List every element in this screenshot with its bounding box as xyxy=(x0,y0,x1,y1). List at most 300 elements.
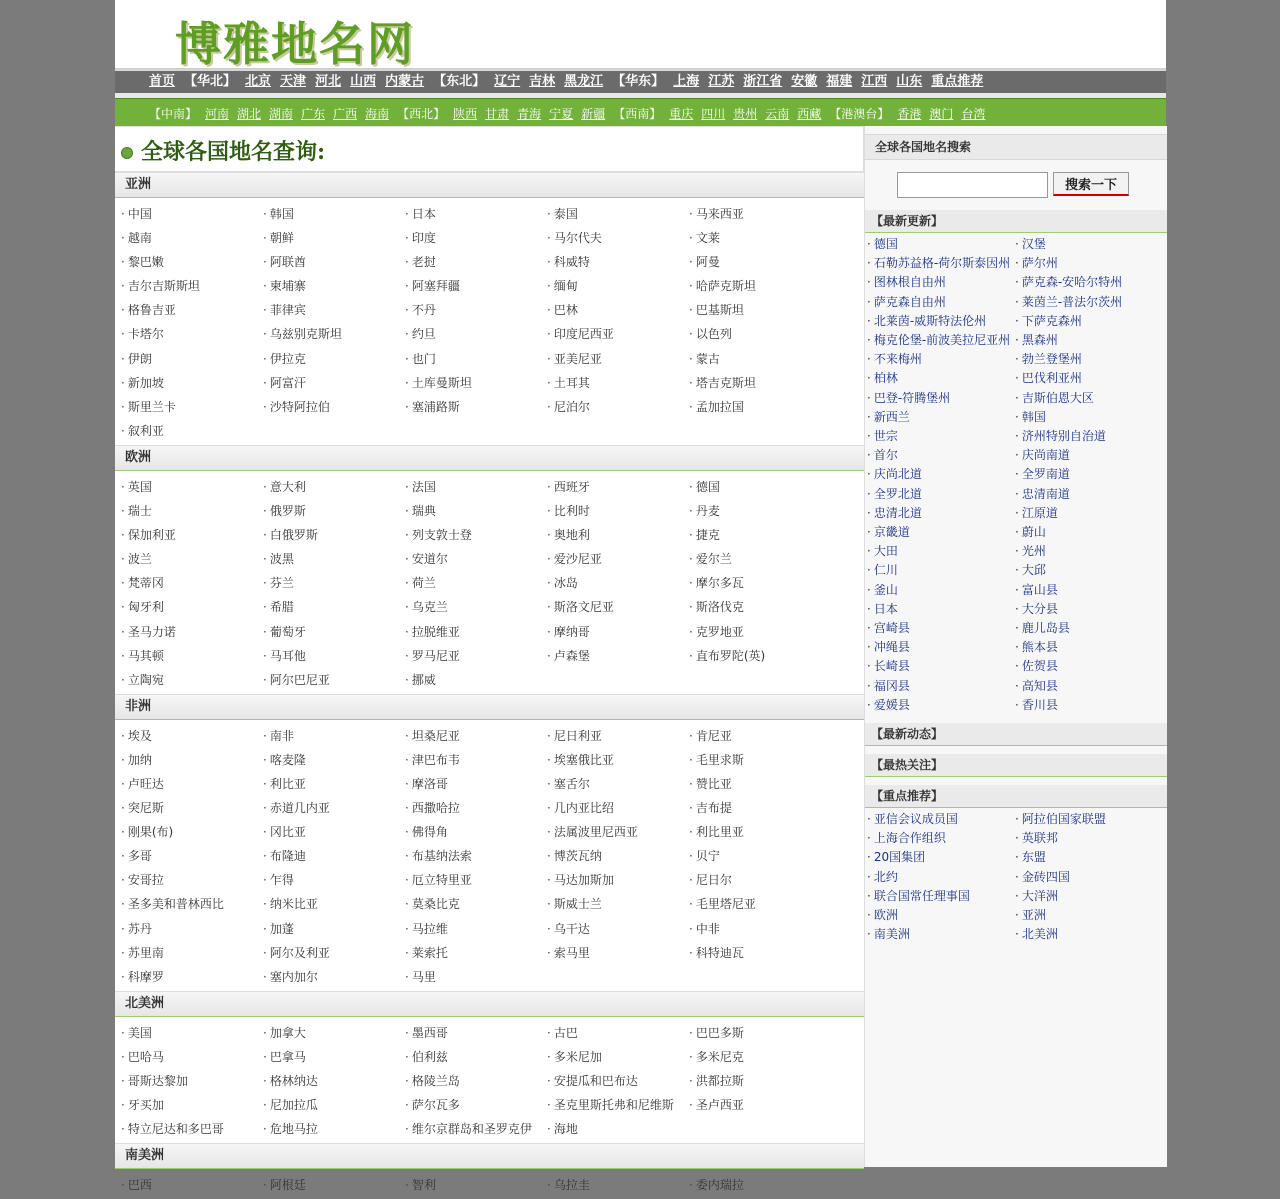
sidebar-link[interactable]: · 富山县 xyxy=(1015,582,1058,597)
main-content xyxy=(115,126,864,1199)
search-box xyxy=(865,160,1167,210)
sidebar-link[interactable]: · 柏林 xyxy=(867,371,898,386)
sidebar-link[interactable]: · 黑森州 xyxy=(1015,333,1058,348)
sidebar-link[interactable]: · 大田 xyxy=(867,544,898,559)
country-link[interactable]: · 多米尼加 xyxy=(547,1045,689,1069)
nav-link[interactable]: 内蒙古 xyxy=(385,74,425,89)
country-link[interactable]: · 巴林 xyxy=(547,298,689,322)
country-link[interactable]: · 巴基斯坦 xyxy=(689,298,831,322)
sidebar-link[interactable]: · 光州 xyxy=(1015,544,1046,559)
sidebar-link[interactable]: · 京畿道 xyxy=(867,525,910,540)
country-link[interactable]: · 特立尼达和多巴哥 xyxy=(121,1117,263,1141)
sidebar-link[interactable]: · 釜山 xyxy=(867,582,898,597)
country-link[interactable]: · 约旦 xyxy=(405,322,547,346)
country-link[interactable]: · 阿塞拜疆 xyxy=(405,274,547,298)
search-input[interactable] xyxy=(897,172,1048,198)
country-link[interactable]: · 德国 xyxy=(689,475,831,499)
country-link[interactable]: · 智利 xyxy=(405,1173,547,1197)
country-link[interactable]: · 俄罗斯 xyxy=(263,499,405,523)
sidebar-link[interactable]: · 不来梅州 xyxy=(867,352,922,367)
country-link[interactable]: · 科威特 xyxy=(547,250,689,274)
country-link[interactable]: · 葡萄牙 xyxy=(263,620,405,644)
sidebar-link[interactable]: · 鹿儿岛县 xyxy=(1015,621,1070,636)
country-grid xyxy=(115,1169,864,1199)
country-link[interactable]: · 摩尔多瓦 xyxy=(689,571,831,595)
sidebar-link[interactable]: · 首尔 xyxy=(867,448,898,463)
country-link[interactable]: · 布隆迪 xyxy=(263,844,405,868)
continent-heading: 亚洲 xyxy=(115,172,864,198)
country-link[interactable]: · 印度 xyxy=(405,226,547,250)
sidebar-link[interactable]: · 宫崎县 xyxy=(867,621,910,636)
country-link[interactable]: · 伊朗 xyxy=(121,347,263,371)
country-link[interactable]: · 古巴 xyxy=(547,1021,689,1045)
site-logo[interactable]: 博雅地名网 xyxy=(175,17,415,71)
country-link[interactable]: · 塞舌尔 xyxy=(547,772,689,796)
country-link[interactable]: · 贝宁 xyxy=(689,844,831,868)
nav-link[interactable]: 浙江省 xyxy=(743,74,783,89)
sidebar-link[interactable]: · 莱茵兰-普法尔茨州 xyxy=(1015,294,1123,309)
country-link[interactable]: · 格陵兰岛 xyxy=(405,1069,547,1093)
header xyxy=(115,0,1166,69)
sidebar-link[interactable]: · 汉堡 xyxy=(1015,237,1046,251)
nav-link[interactable]: 台湾 xyxy=(961,107,986,121)
sidebar-link[interactable]: · 忠清南道 xyxy=(1015,486,1070,501)
country-link[interactable]: · 土库曼斯坦 xyxy=(405,371,547,395)
sidebar-link[interactable]: · 上海合作组织 xyxy=(867,831,946,846)
country-link[interactable]: · 土耳其 xyxy=(547,371,689,395)
sidebar-link[interactable]: · 巴伐利亚州 xyxy=(1015,371,1082,386)
sidebar-link[interactable]: · 金砖四国 xyxy=(1015,869,1070,884)
nav-link[interactable]: 吉林 xyxy=(529,74,556,89)
sidebar-link[interactable]: · 亚信会议成员国 xyxy=(867,812,958,827)
country-link[interactable]: · 圣多美和普林西比 xyxy=(121,892,263,916)
country-link[interactable]: · 刚果(布) xyxy=(121,820,263,844)
country-link[interactable]: · 马达加斯加 xyxy=(547,868,689,892)
country-link[interactable]: · 几内亚比绍 xyxy=(547,796,689,820)
nav-link[interactable]: 重点推荐 xyxy=(931,74,984,89)
country-grid xyxy=(115,471,864,694)
nav-region-label: 【东北】 xyxy=(433,74,486,89)
country-link[interactable]: · 瑞典 xyxy=(405,499,547,523)
bullet-icon xyxy=(121,147,133,159)
country-link[interactable]: · 菲律宾 xyxy=(263,298,405,322)
country-link[interactable]: · 斯洛文尼亚 xyxy=(547,595,689,619)
sidebar-link[interactable]: · 南美洲 xyxy=(867,927,910,942)
country-link[interactable]: · 阿根廷 xyxy=(263,1173,405,1197)
sidebar-link[interactable]: · 蔚山 xyxy=(1015,525,1046,540)
sidebar-link[interactable]: · 冲绳县 xyxy=(867,640,910,655)
sidebar-link[interactable]: · 阿拉伯国家联盟 xyxy=(1015,812,1106,827)
sidebar-link[interactable]: · 勃兰登堡州 xyxy=(1015,352,1082,367)
country-link[interactable]: · 巴巴多斯 xyxy=(689,1021,831,1045)
country-link[interactable]: · 科摩罗 xyxy=(121,965,263,989)
main-title-bar xyxy=(115,126,864,172)
country-link[interactable]: · 阿尔及利亚 xyxy=(263,941,405,965)
sidebar-link[interactable]: · 英联邦 xyxy=(1015,831,1058,846)
country-link[interactable]: · 墨西哥 xyxy=(405,1021,547,1045)
country-link[interactable]: · 波黑 xyxy=(263,547,405,571)
country-link[interactable]: · 牙买加 xyxy=(121,1093,263,1117)
nav-link[interactable]: 广东 xyxy=(301,107,326,121)
nav-link[interactable]: 新疆 xyxy=(581,107,606,121)
country-link[interactable]: · 西撒哈拉 xyxy=(405,796,547,820)
country-grid xyxy=(115,720,864,991)
continent-heading: 欧洲 xyxy=(115,445,864,471)
country-link[interactable]: · 吉布提 xyxy=(689,796,831,820)
country-link[interactable]: · 圣克里斯托弗和尼维斯 xyxy=(547,1093,689,1117)
country-link[interactable]: · 圣马力诺 xyxy=(121,620,263,644)
sidebar-link[interactable]: · 20国集团 xyxy=(867,850,926,865)
sidebar-link[interactable]: · 新西兰 xyxy=(867,409,910,424)
country-link[interactable]: · 加纳 xyxy=(121,748,263,772)
recommend-title: 【重点推荐】 xyxy=(865,785,1167,808)
nav-link[interactable]: 澳门 xyxy=(929,107,954,121)
country-link[interactable]: · 佛得角 xyxy=(405,820,547,844)
country-link[interactable]: · 多米尼克 xyxy=(689,1045,831,1069)
country-link[interactable]: · 哥斯达黎加 xyxy=(121,1069,263,1093)
sidebar-link[interactable]: · 长崎县 xyxy=(867,659,910,674)
sidebar-link[interactable]: · 巴登-符腾堡州 xyxy=(867,390,951,405)
country-link[interactable]: · 南非 xyxy=(263,724,405,748)
country-link[interactable]: · 沙特阿拉伯 xyxy=(263,395,405,419)
nav-region-label: 【港澳台】 xyxy=(829,107,890,121)
country-link[interactable]: · 亚美尼亚 xyxy=(547,347,689,371)
country-link[interactable]: · 爱沙尼亚 xyxy=(547,547,689,571)
country-link[interactable]: · 拉脱维亚 xyxy=(405,620,547,644)
country-link[interactable]: · 阿曼 xyxy=(689,250,831,274)
country-link[interactable]: · 也门 xyxy=(405,347,547,371)
nav-link[interactable]: 贵州 xyxy=(733,107,758,121)
sidebar-link[interactable]: · 全罗南道 xyxy=(1015,467,1070,482)
country-link[interactable]: · 马里 xyxy=(405,965,547,989)
country-link[interactable]: · 埃及 xyxy=(121,724,263,748)
country-link[interactable]: · 缅甸 xyxy=(547,274,689,298)
country-link[interactable]: · 加蓬 xyxy=(263,917,405,941)
country-link[interactable]: · 冰岛 xyxy=(547,571,689,595)
nav-link[interactable]: 西藏 xyxy=(797,107,822,121)
country-link[interactable]: · 肯尼亚 xyxy=(689,724,831,748)
country-link[interactable]: · 尼日利亚 xyxy=(547,724,689,748)
latest-updates-list xyxy=(865,233,1167,719)
country-link[interactable]: · 法属波里尼西亚 xyxy=(547,820,689,844)
country-link[interactable]: · 斯威士兰 xyxy=(547,892,689,916)
country-link[interactable]: · 赞比亚 xyxy=(689,772,831,796)
nav-region-label: 【西北】 xyxy=(397,107,446,121)
search-button[interactable]: 搜索一下 xyxy=(1053,172,1129,196)
nav-link[interactable]: 河南 xyxy=(205,107,230,121)
nav-link[interactable]: 海南 xyxy=(365,107,390,121)
sidebar-link[interactable]: · 仁川 xyxy=(867,563,898,578)
country-link[interactable]: · 丹麦 xyxy=(689,499,831,523)
sidebar-link[interactable]: · 图林根自由州 xyxy=(867,275,946,290)
sidebar-link[interactable]: · 全罗北道 xyxy=(867,486,922,501)
country-link[interactable]: · 尼加拉瓜 xyxy=(263,1093,405,1117)
country-link[interactable]: · 列支敦士登 xyxy=(405,523,547,547)
country-link[interactable]: · 莫桑比克 xyxy=(405,892,547,916)
country-link[interactable]: · 波兰 xyxy=(121,547,263,571)
country-link[interactable]: · 白俄罗斯 xyxy=(263,523,405,547)
country-link[interactable]: · 圣卢西亚 xyxy=(689,1093,831,1117)
country-link[interactable]: · 不丹 xyxy=(405,298,547,322)
country-link[interactable]: · 克罗地亚 xyxy=(689,620,831,644)
country-link[interactable]: · 文莱 xyxy=(689,226,831,250)
country-link[interactable]: · 罗马尼亚 xyxy=(405,644,547,668)
country-link[interactable]: · 危地马拉 xyxy=(263,1117,405,1141)
country-grid xyxy=(115,198,864,445)
sidebar-link[interactable]: · 萨克森自由州 xyxy=(867,294,946,309)
country-link[interactable]: · 格鲁吉亚 xyxy=(121,298,263,322)
country-link[interactable]: · 意大利 xyxy=(263,475,405,499)
country-link[interactable]: · 保加利亚 xyxy=(121,523,263,547)
nav-link[interactable]: 山西 xyxy=(350,74,377,89)
sidebar-link[interactable]: · 北约 xyxy=(867,869,898,884)
sidebar-link[interactable]: · 梅克伦堡-前波美拉尼亚州 xyxy=(867,333,1011,348)
sidebar-link[interactable]: · 大邱 xyxy=(1015,563,1046,578)
country-link[interactable]: · 匈牙利 xyxy=(121,595,263,619)
nav-link[interactable]: 湖南 xyxy=(269,107,294,121)
country-link[interactable]: · 埃塞俄比亚 xyxy=(547,748,689,772)
sidebar-link[interactable]: · 北莱茵-威斯特法伦州 xyxy=(867,313,987,328)
country-link[interactable]: · 乌拉圭 xyxy=(547,1173,689,1197)
country-link[interactable]: · 柬埔寨 xyxy=(263,274,405,298)
sidebar-link[interactable]: · 大洋洲 xyxy=(1015,888,1058,903)
country-link[interactable]: · 津巴布韦 xyxy=(405,748,547,772)
country-link[interactable]: · 哈萨克斯坦 xyxy=(689,274,831,298)
country-link[interactable]: · 比利时 xyxy=(547,499,689,523)
nav-region-label: 【华北】 xyxy=(184,74,237,89)
country-link[interactable]: · 中非 xyxy=(689,917,831,941)
country-link[interactable]: · 法国 xyxy=(405,475,547,499)
nav-link[interactable]: 辽宁 xyxy=(494,74,521,89)
country-link[interactable]: · 科特迪瓦 xyxy=(689,941,831,965)
country-link[interactable]: · 索马里 xyxy=(547,941,689,965)
country-link[interactable]: · 挪威 xyxy=(405,668,547,692)
sidebar-link[interactable]: · 亚洲 xyxy=(1015,908,1046,923)
country-link[interactable]: · 乌干达 xyxy=(547,917,689,941)
country-link[interactable]: · 尼泊尔 xyxy=(547,395,689,419)
nav-link[interactable]: 上海 xyxy=(673,74,700,89)
country-link[interactable]: · 希腊 xyxy=(263,595,405,619)
nav-link[interactable]: 香港 xyxy=(897,107,922,121)
country-link[interactable]: · 冈比亚 xyxy=(263,820,405,844)
country-grid xyxy=(115,1017,864,1143)
country-link[interactable]: · 摩纳哥 xyxy=(547,620,689,644)
country-link[interactable]: · 中国 xyxy=(121,202,263,226)
country-link[interactable]: · 毛里塔尼亚 xyxy=(689,892,831,916)
country-link[interactable]: · 安哥拉 xyxy=(121,868,263,892)
country-link[interactable]: · 利比里亚 xyxy=(689,820,831,844)
nav-link[interactable]: 福建 xyxy=(826,74,853,89)
country-link[interactable]: · 日本 xyxy=(405,202,547,226)
country-link[interactable]: · 蒙古 xyxy=(689,347,831,371)
country-link[interactable]: · 多哥 xyxy=(121,844,263,868)
country-link[interactable]: · 萨尔瓦多 xyxy=(405,1093,547,1117)
sidebar-link[interactable]: · 欧洲 xyxy=(867,908,898,923)
country-link[interactable]: · 奥地利 xyxy=(547,523,689,547)
continent-heading: 北美洲 xyxy=(115,991,864,1017)
nav-link[interactable]: 天津 xyxy=(280,74,307,89)
country-link[interactable]: · 泰国 xyxy=(547,202,689,226)
country-link[interactable]: · 塞内加尔 xyxy=(263,965,405,989)
nav-link[interactable]: 北京 xyxy=(245,74,272,89)
nav-link[interactable]: 陕西 xyxy=(453,107,478,121)
sidebar-link[interactable]: · 福冈县 xyxy=(867,678,910,693)
country-link[interactable]: · 维尔京群岛和圣罗克伊 xyxy=(405,1117,547,1141)
nav-link[interactable]: 广西 xyxy=(333,107,358,121)
sidebar-link[interactable]: · 东盟 xyxy=(1015,850,1046,865)
country-link[interactable]: · 越南 xyxy=(121,226,263,250)
sidebar-link[interactable]: · 江原道 xyxy=(1015,505,1058,520)
country-link[interactable]: · 韩国 xyxy=(263,202,405,226)
country-link[interactable]: · 卡塔尔 xyxy=(121,322,263,346)
sidebar-link[interactable]: · 石勒苏益格-荷尔斯泰因州 xyxy=(867,256,1011,271)
country-link[interactable]: · 叙利亚 xyxy=(121,419,263,443)
country-link[interactable]: · 巴拿马 xyxy=(263,1045,405,1069)
nav-link[interactable]: 江苏 xyxy=(708,74,735,89)
nav-link[interactable]: 黑龙江 xyxy=(564,74,604,89)
country-link[interactable]: · 苏里南 xyxy=(121,941,263,965)
country-link[interactable]: · 厄立特里亚 xyxy=(405,868,547,892)
country-link[interactable]: · 爱尔兰 xyxy=(689,547,831,571)
nav-link[interactable]: 青海 xyxy=(517,107,542,121)
country-link[interactable]: · 老挝 xyxy=(405,250,547,274)
country-link[interactable]: · 尼日尔 xyxy=(689,868,831,892)
country-link[interactable]: · 坦桑尼亚 xyxy=(405,724,547,748)
nav-link[interactable]: 四川 xyxy=(701,107,726,121)
sidebar-link[interactable]: · 日本 xyxy=(867,601,898,616)
country-link[interactable]: · 海地 xyxy=(547,1117,689,1141)
sidebar-link[interactable]: · 佐贺县 xyxy=(1015,659,1058,674)
country-link[interactable]: · 梵蒂冈 xyxy=(121,571,263,595)
country-link[interactable]: · 孟加拉国 xyxy=(689,395,831,419)
country-link[interactable]: · 以色列 xyxy=(689,322,831,346)
country-link[interactable]: · 安提瓜和巴布达 xyxy=(547,1069,689,1093)
country-link[interactable]: · 安道尔 xyxy=(405,547,547,571)
nav-link[interactable]: 湖北 xyxy=(237,107,262,121)
sidebar-link[interactable]: · 世宗 xyxy=(867,429,898,444)
sidebar-link[interactable]: · 济州特别自治道 xyxy=(1015,429,1106,444)
sidebar-link[interactable]: · 联合国常任理事国 xyxy=(867,888,970,903)
country-link[interactable]: · 莱索托 xyxy=(405,941,547,965)
country-link[interactable]: · 布基纳法索 xyxy=(405,844,547,868)
nav-link[interactable]: 首页 xyxy=(149,74,176,89)
country-link[interactable]: · 印度尼西亚 xyxy=(547,322,689,346)
sidebar-link[interactable]: · 吉斯伯恩大区 xyxy=(1015,390,1094,405)
nav-region-label: 【中南】 xyxy=(149,107,198,121)
country-link[interactable]: · 马其顿 xyxy=(121,644,263,668)
continent-list xyxy=(115,172,864,1199)
continent-heading: 非洲 xyxy=(115,694,864,720)
country-link[interactable]: · 毛里求斯 xyxy=(689,748,831,772)
country-link[interactable]: · 塞浦路斯 xyxy=(405,395,547,419)
nav-region-label: 【华东】 xyxy=(612,74,665,89)
country-link[interactable]: · 苏丹 xyxy=(121,917,263,941)
country-link[interactable]: · 阿联酋 xyxy=(263,250,405,274)
country-link[interactable]: · 新加坡 xyxy=(121,371,263,395)
country-link[interactable]: · 马拉维 xyxy=(405,917,547,941)
country-link[interactable]: · 洪都拉斯 xyxy=(689,1069,831,1093)
country-link[interactable]: · 马尔代夫 xyxy=(547,226,689,250)
nav-link[interactable]: 宁夏 xyxy=(549,107,574,121)
sidebar-link[interactable]: · 大分县 xyxy=(1015,601,1058,616)
sidebar xyxy=(864,126,1167,1167)
country-link[interactable]: · 西班牙 xyxy=(547,475,689,499)
country-link[interactable]: · 摩洛哥 xyxy=(405,772,547,796)
sidebar-link[interactable]: · 萨尔州 xyxy=(1015,256,1058,271)
page xyxy=(115,0,1166,1193)
country-link[interactable]: · 伊拉克 xyxy=(263,347,405,371)
country-link[interactable]: · 纳米比亚 xyxy=(263,892,405,916)
country-link[interactable]: · 荷兰 xyxy=(405,571,547,595)
country-link[interactable]: · 马来西亚 xyxy=(689,202,831,226)
country-link[interactable]: · 突尼斯 xyxy=(121,796,263,820)
country-link[interactable]: · 伯利兹 xyxy=(405,1045,547,1069)
country-link[interactable]: · 芬兰 xyxy=(263,571,405,595)
nav-link[interactable]: 安徽 xyxy=(791,74,818,89)
country-link[interactable]: · 阿尔巴尼亚 xyxy=(263,668,405,692)
sidebar-link[interactable]: · 北美洲 xyxy=(1015,927,1058,942)
nav-link[interactable]: 云南 xyxy=(765,107,790,121)
country-link[interactable]: · 直布罗陀(英) xyxy=(689,644,831,668)
nav-link[interactable]: 河北 xyxy=(315,74,342,89)
country-link[interactable]: · 巴哈马 xyxy=(121,1045,263,1069)
country-link[interactable]: · 朝鲜 xyxy=(263,226,405,250)
country-link[interactable]: · 乍得 xyxy=(263,868,405,892)
sidebar-link[interactable]: · 韩国 xyxy=(1015,409,1046,424)
country-link[interactable]: · 利比亚 xyxy=(263,772,405,796)
country-link[interactable]: · 乌克兰 xyxy=(405,595,547,619)
country-link[interactable]: · 塔吉克斯坦 xyxy=(689,371,831,395)
sidebar-link[interactable]: · 庆尚北道 xyxy=(867,467,922,482)
sidebar-link[interactable]: · 庆尚南道 xyxy=(1015,448,1070,463)
sidebar-link[interactable]: · 高知县 xyxy=(1015,678,1058,693)
country-link[interactable]: · 瑞士 xyxy=(121,499,263,523)
sidebar-link[interactable]: · 香川县 xyxy=(1015,697,1058,712)
country-link[interactable]: · 马耳他 xyxy=(263,644,405,668)
country-link[interactable]: · 卢旺达 xyxy=(121,772,263,796)
sidebar-link[interactable]: · 忠清北道 xyxy=(867,505,922,520)
country-link[interactable]: · 格林纳达 xyxy=(263,1069,405,1093)
sidebar-link[interactable]: · 爱媛县 xyxy=(867,697,910,712)
nav-link[interactable]: 甘肃 xyxy=(485,107,510,121)
country-link[interactable]: · 捷克 xyxy=(689,523,831,547)
sidebar-link[interactable]: · 熊本县 xyxy=(1015,640,1058,655)
country-link[interactable]: · 阿富汗 xyxy=(263,371,405,395)
country-link[interactable]: · 卢森堡 xyxy=(547,644,689,668)
country-link[interactable]: · 博茨瓦纳 xyxy=(547,844,689,868)
sidebar-link[interactable]: · 萨克森-安哈尔特州 xyxy=(1015,275,1123,290)
nav-link[interactable]: 山东 xyxy=(896,74,923,89)
hot-title: 【最热关注】 xyxy=(865,754,1167,777)
country-link[interactable]: · 斯洛伐克 xyxy=(689,595,831,619)
country-link[interactable]: · 委内瑞拉 xyxy=(689,1173,831,1197)
country-link[interactable]: · 立陶宛 xyxy=(121,668,263,692)
sidebar-link[interactable]: · 下萨克森州 xyxy=(1015,313,1082,328)
country-link[interactable]: · 斯里兰卡 xyxy=(121,395,263,419)
country-link[interactable]: · 美国 xyxy=(121,1021,263,1045)
country-link[interactable]: · 黎巴嫩 xyxy=(121,250,263,274)
nav-link[interactable]: 江西 xyxy=(861,74,888,89)
nav-link[interactable]: 重庆 xyxy=(669,107,694,121)
sidebar-link[interactable]: · 德国 xyxy=(867,237,898,251)
country-link[interactable]: · 赤道几内亚 xyxy=(263,796,405,820)
country-link[interactable]: · 加拿大 xyxy=(263,1021,405,1045)
country-link[interactable]: · 英国 xyxy=(121,475,263,499)
country-link[interactable]: · 乌兹别克斯坦 xyxy=(263,322,405,346)
country-link[interactable]: · 巴西 xyxy=(121,1173,263,1197)
country-link[interactable]: · 吉尔吉斯斯坦 xyxy=(121,274,263,298)
country-link[interactable]: · 喀麦隆 xyxy=(263,748,405,772)
